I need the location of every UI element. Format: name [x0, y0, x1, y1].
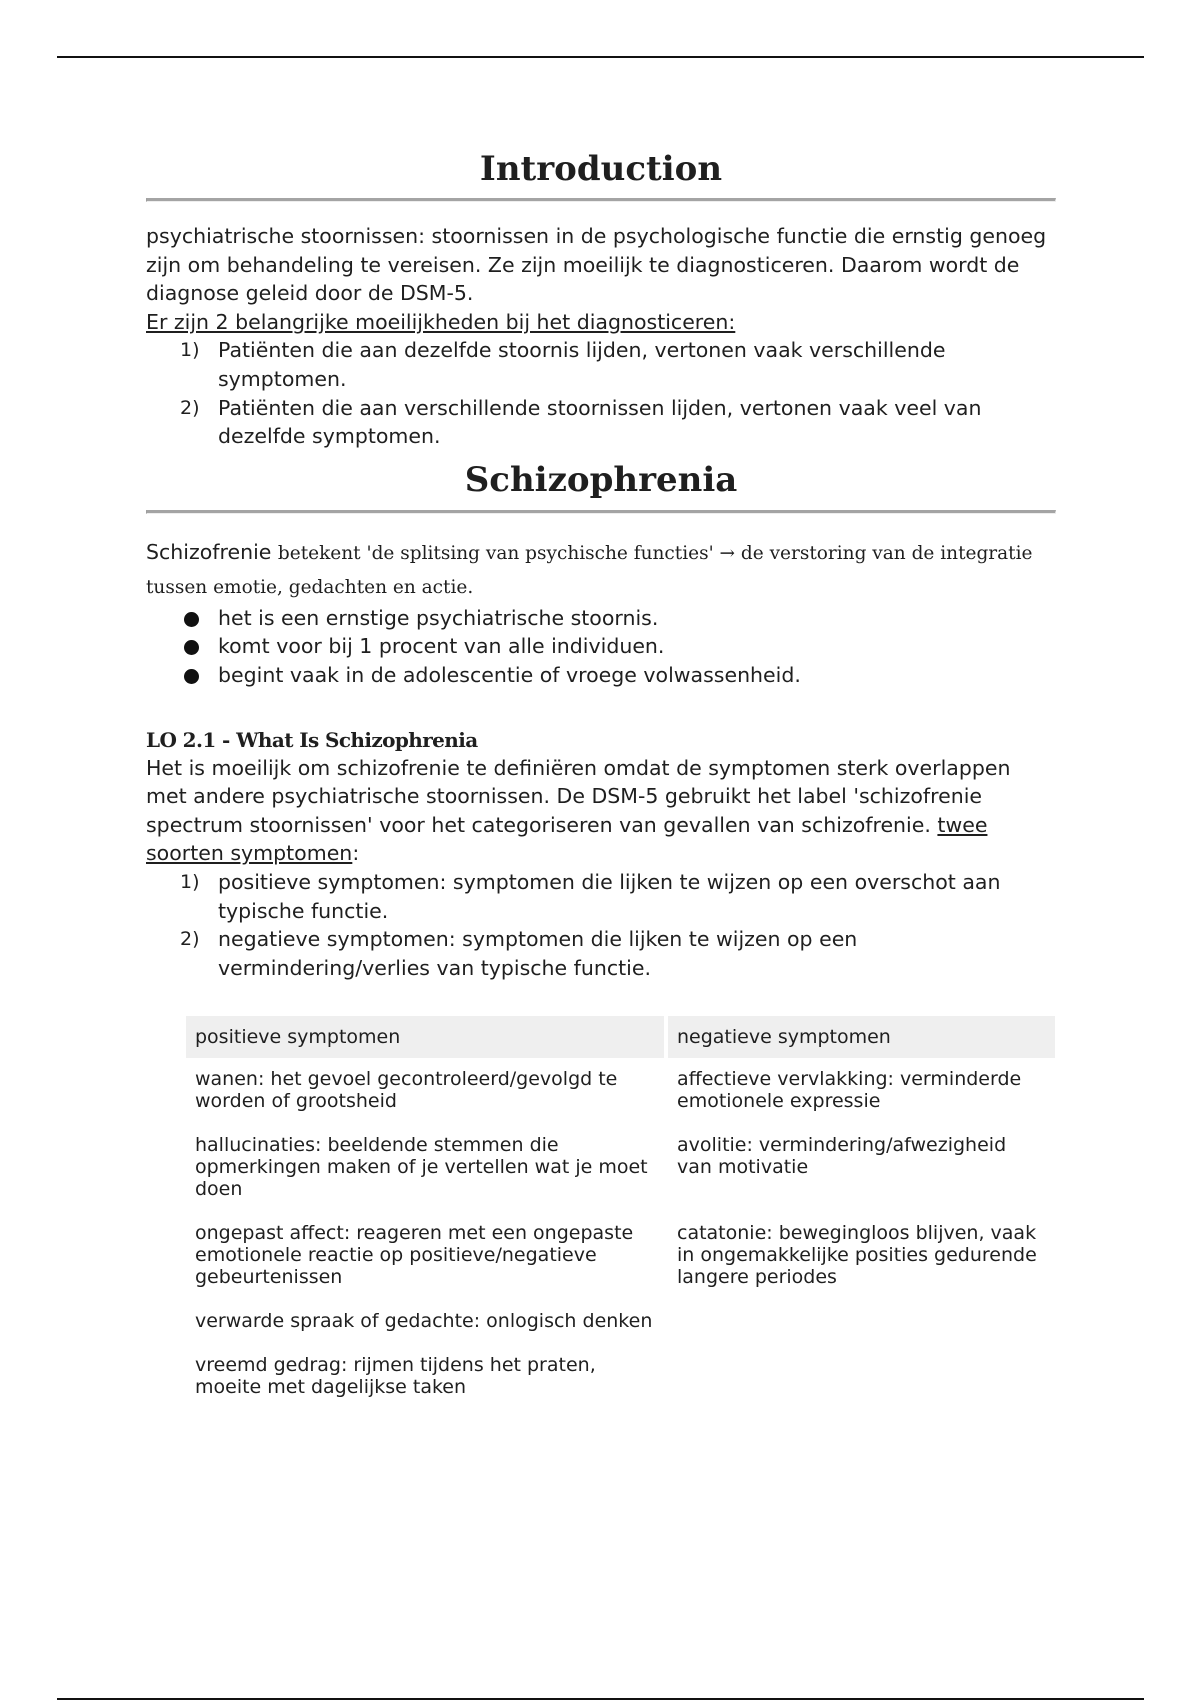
table-row — [186, 1058, 1055, 1124]
document-body — [146, 0, 1056, 1410]
table-row — [186, 1300, 1055, 1344]
header-negative: negatieve symptomen — [668, 1016, 1055, 1058]
schizophrenia-definition: Schizofrenie betekent 'de splitsing van psychische functies' → de verstoring van de integratie tussen emotie, gedachten en actie. — [146, 539, 1033, 598]
intro-paragraph: psychiatrische stoornissen: stoornissen in de psychologische functie die ernstig genoeg zijn om behandeling te vereisen. Ze zijn moeilijk te diagnosticeren. Daarom wordt de diagnose geleid door de DSM-5. — [146, 224, 1047, 306]
table-cell: vreemd gedrag: rijmen tijdens het praten, moeite met dagelijkse taken — [195, 1354, 596, 1399]
table-cell: affectieve vervlakking: verminderde emotionele expressie — [677, 1068, 1022, 1113]
symptoms-table — [182, 1016, 1059, 1410]
lo21-heading: LO 2.1 - What Is Schizophrenia — [146, 727, 478, 752]
list-item: 1) positieve symptomen: symptomen die lijken te wijzen op een overschot aan typische functie. — [180, 869, 1001, 923]
table-row — [186, 1124, 1055, 1212]
list-item: komt voor bij 1 procent van alle individuen. — [146, 632, 1056, 661]
table-cell: hallucinaties: beeldende stemmen die opmerkingen maken of je vertellen wat je moet doen — [195, 1134, 648, 1201]
header-positive: positieve symptomen — [186, 1016, 664, 1058]
table-row — [186, 1212, 1055, 1300]
list-item: 2) negatieve symptomen: symptomen die lijken te wijzen op een vermindering/verlies van typische functie. — [180, 927, 858, 980]
table-cell — [668, 1300, 1055, 1344]
table-cell: avolitie: vermindering/afwezigheid van motivatie — [677, 1134, 1007, 1179]
intro-title: Introduction — [479, 149, 723, 189]
schizophrenia-title: Schizophrenia — [464, 459, 738, 500]
list-item: 2) Patiënten die aan verschillende stoornissen lijden, vertonen vaak veel van dezelfde symptomen. — [180, 395, 982, 449]
table-cell — [668, 1344, 1055, 1410]
table-header-row — [186, 1016, 1055, 1058]
table-cell: catatonie: bewegingloos blijven, vaak in ongemakkelijke posities gedurende langere periodes — [677, 1222, 1037, 1289]
list-item: begint vaak in de adolescentie of vroege volwassenheid. — [146, 661, 1056, 690]
list-item: 1) Patiënten die aan dezelfde stoornis lijden, vertonen vaak verschillende symptomen. — [180, 338, 946, 391]
table-cell: ongepast affect: reageren met een ongepaste emotionele reactie op positieve/negatieve gebeurtenissen — [195, 1222, 634, 1289]
lo21-list — [146, 868, 1056, 982]
list-item: het is een ernstige psychiatrische stoornis. — [146, 604, 1056, 633]
lo21-paragraph: Het is moeilijk om schizofrenie te definiëren omdat de symptomen sterk overlappen met andere psychiatrische stoornissen. De DSM-5 gebruikt het label 'schizofrenie spectrum stoornissen' voor het categoriseren van gevallen van schizofrenie. twee soorten symptomen: — [146, 755, 1011, 866]
table-row — [186, 1344, 1055, 1410]
table-cell: wanen: het gevoel gecontroleerd/gevolgd te worden of grootsheid — [195, 1068, 618, 1113]
intro-difficulties-heading: Er zijn 2 belangrijke moeilijkheden bij het diagnosticeren: — [146, 309, 736, 334]
intro-list — [146, 336, 1056, 450]
table-cell: verwarde spraak of gedachte: onlogisch denken — [195, 1310, 653, 1333]
schizophrenia-bullets — [146, 604, 1056, 690]
